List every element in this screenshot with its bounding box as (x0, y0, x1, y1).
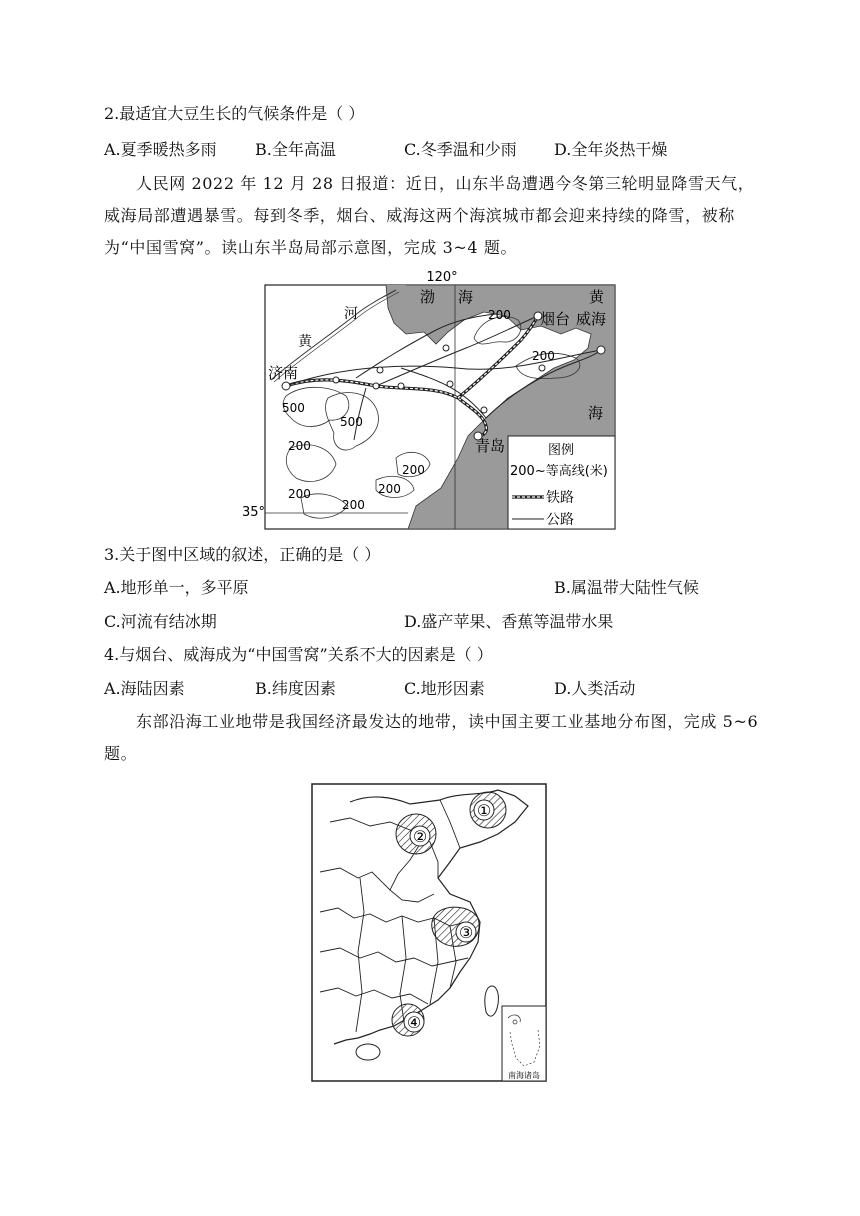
legend-highway: 公路 (546, 512, 574, 528)
q2-option-c: C.冬季温和少雨 (404, 140, 517, 159)
china-industry-map (310, 782, 550, 1084)
legend-title: 图例 (548, 443, 575, 458)
city-weihai: 威海 (576, 310, 607, 328)
base-marker-1: ① (476, 801, 492, 820)
q2-option-a: A.夏季暖热多雨 (104, 140, 217, 159)
contour-label: 500 (340, 415, 363, 429)
sea-label-hai1: 海 (458, 288, 474, 306)
legend-railway: 铁路 (546, 490, 574, 506)
passage-shandong: 人民网 2022 年 12 月 28 日报道：近日，山东半岛遭遇今冬第三轮明显降雪天气，威海局部遭遇暴雪。每到冬季，烟台、威海这两个海滨城市都会迎来持续的降雪，被称为“中国雪窝”。读山东半岛局部示意图，完成 3~4 题。 (104, 174, 755, 257)
river-char-he: 河 (344, 306, 358, 322)
base-marker-3: ③ (458, 923, 474, 942)
city-jinan: 济南 (268, 364, 299, 382)
contour-label: 200 (288, 439, 311, 453)
base-marker-4: ④ (406, 1013, 422, 1032)
sea-label-hai2: 海 (588, 404, 604, 422)
q2-option-b: B.全年高温 (255, 140, 336, 159)
contour-label: 200 (342, 498, 365, 512)
city-qingdao: 青岛 (475, 437, 506, 455)
longitude-label: 120° (426, 270, 458, 285)
q3-option-c: C.河流有结冰期 (104, 612, 217, 631)
sea-label-huang: 黄 (589, 288, 605, 306)
q4-option-b: B.纬度因素 (255, 679, 336, 698)
river-char-huang: 黄 (298, 334, 312, 350)
q3-option-d: D.盛产苹果、香蕉等温带水果 (404, 612, 614, 631)
city-yantai: 烟台 (540, 310, 571, 328)
passage-industry: 东部沿海工业地带是我国经济最发达的地带，读中国主要工业基地分布图，完成 5~6 题。 (104, 712, 759, 763)
contour-label: 200 (532, 349, 555, 363)
legend-contour: 200~等高线(米) (510, 464, 608, 479)
q3-option-a: A.地形单一，多平原 (104, 578, 249, 597)
q3-option-b: B.属温带大陆性气候 (554, 578, 699, 597)
q3-stem: 3.关于图中区域的叙述，正确的是（ ） (104, 545, 381, 564)
contour-label: 200 (378, 482, 401, 496)
shandong-map (236, 268, 620, 534)
q4-option-c: C.地形因素 (404, 679, 485, 698)
q4-stem: 4.与烟台、威海成为“中国雪窝”关系不大的因素是（ ） (104, 645, 493, 664)
base-marker-2: ② (412, 827, 428, 846)
q4-option-d: D.人类活动 (554, 679, 636, 698)
q2-stem: 2.最适宜大豆生长的气候条件是（ ） (104, 104, 365, 123)
contour-label: 200 (402, 463, 425, 477)
sea-label-bo: 渤 (420, 288, 436, 306)
contour-label: 200 (488, 308, 511, 322)
latitude-label: 35° (242, 505, 266, 520)
contour-label: 500 (282, 401, 305, 415)
inset-label: 南海诸岛 (508, 1071, 540, 1080)
q4-option-a: A.海陆因素 (104, 679, 185, 698)
contour-label: 200 (288, 487, 311, 501)
q2-option-d: D.全年炎热干燥 (554, 140, 668, 159)
